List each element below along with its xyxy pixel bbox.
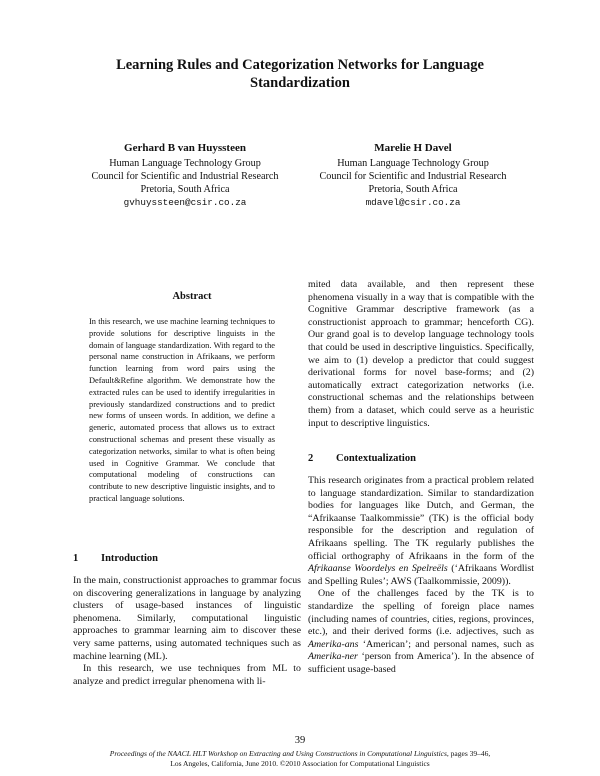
- author-name: Marelie H Davel: [374, 142, 452, 154]
- paper-title: Learning Rules and Categorization Networks for Language Standardization: [116, 57, 484, 91]
- footer-line-1: [40, 749, 560, 759]
- contextualization-body: [308, 475, 534, 677]
- author-affiliation: Council for Scientific and Industrial Research: [91, 171, 279, 182]
- page-number: 39: [294, 735, 306, 746]
- continuation-paragraph: mited data available, and then represent these phenomena visually in a way that is compatible with the Cognitive Grammar descriptive framework (as a constructionist approach to grammar; henceforth CG). Our grand goal is to develop language technology tools that could be used in descriptive linguistics. Specifically, we aim to (1) develop a predictor that could suggest derivational forms for novel base-forms; and (2) automatically extract categorization networks (i.e. constructional schemas and the relationships between them) from a dataset, which could serve as a heuristic input to descriptive linguistics.: [308, 279, 534, 429]
- abstract-heading: Abstract: [172, 291, 212, 302]
- author-email: gvhuyssteen@csir.co.za: [123, 197, 247, 208]
- paragraph: [308, 588, 534, 676]
- introduction-body: [73, 575, 301, 688]
- footer-venue: Proceedings of the NAACL HLT Workshop on Extracting and Using Constructions in Computational Linguistics: [109, 749, 447, 758]
- footer-line-2: Los Angeles, California, June 2010. ©2010 Association for Computational Linguistics: [170, 758, 430, 768]
- author-affiliation: Council for Scientific and Industrial Research: [319, 171, 507, 182]
- page-footer: [40, 749, 560, 768]
- paragraph: [308, 475, 534, 588]
- section-title: Contextualization: [336, 453, 416, 464]
- paragraph: In this research, we use techniques from ML to analyze and predict irregular phenomena with li-: [73, 663, 301, 687]
- abstract-text: In this research, we use machine learning techniques to provide solutions for descriptive linguists in the domain of language standardization. With regard to the personal name construction in Afrikaans, we perform function learning from word pairs using the Default&Refine algorithm. We demonstrate how the extracted rules can be used to identify irregularities in previously standardized constructions and to predict new forms of unseen words. In addition, we define a generic, automated process that allows us to extract constructional schemas and present these visually as categorization networks, similar to what is often being used in Cognitive Grammar. We conclude that computational modeling of constructions can contribute to new descriptive linguistic insights, and to practical language solutions.: [89, 317, 275, 503]
- section-title: Introduction: [101, 553, 158, 564]
- section-number: 2: [308, 453, 314, 464]
- author-affiliation: Human Language Technology Group: [109, 158, 261, 169]
- text-run: This research originates from a practical problem related to language standardization. Similar to standardization bodies for languages like Dutch, and German, the “Afrikaanse Taalkommissie” (TK) is the official body responsible for the description and regulation of Afrikaans spelling. The TK regularly publishes the official orthography of Afrikaans in the form of the: [308, 475, 534, 562]
- section-heading-contextualization: [308, 453, 416, 464]
- section-heading-introduction: [73, 553, 158, 564]
- text-run: (‘Afrikaans Wordlist and Spelling Rules’; AWS (Taalkommissie, 2009)).: [308, 563, 534, 587]
- text-run: ‘person from America’). In the absence of sufficient usage-based: [308, 651, 534, 675]
- text-run: ‘American’; and personal names, such as: [358, 638, 534, 650]
- italic-title: Afrikaanse Woordelys en Spelreëls: [308, 563, 448, 575]
- author-email: mdavel@csir.co.za: [365, 197, 461, 208]
- text-run: One of the challenges faced by the TK is to standardize the spelling of foreign place names (including names of countries, cities, regions, provinces, etc.), and their derived forms (i.e. adjectives, such as: [308, 588, 534, 638]
- italic-example: Amerika-ner: [308, 651, 358, 663]
- author-location: Pretoria, South Africa: [140, 184, 230, 195]
- author-block-1: [70, 142, 300, 209]
- footer-pages: , pages 39–46,: [446, 749, 491, 758]
- author-affiliation: Human Language Technology Group: [337, 158, 489, 169]
- italic-example: Amerika-ans: [308, 638, 359, 650]
- author-location: Pretoria, South Africa: [368, 184, 458, 195]
- section-number: 1: [73, 553, 79, 564]
- author-block-2: [298, 142, 528, 209]
- paragraph: In the main, constructionist approaches to grammar focus on discovering generalizations in language by analyzing clusters of usage-based instances of linguistic phenomena. Similarly, computational linguistic approaches to grammar learning aim to discover these very same patterns, using automated techniques such as machine learning (ML).: [73, 575, 301, 662]
- author-name: Gerhard B van Huyssteen: [124, 142, 246, 154]
